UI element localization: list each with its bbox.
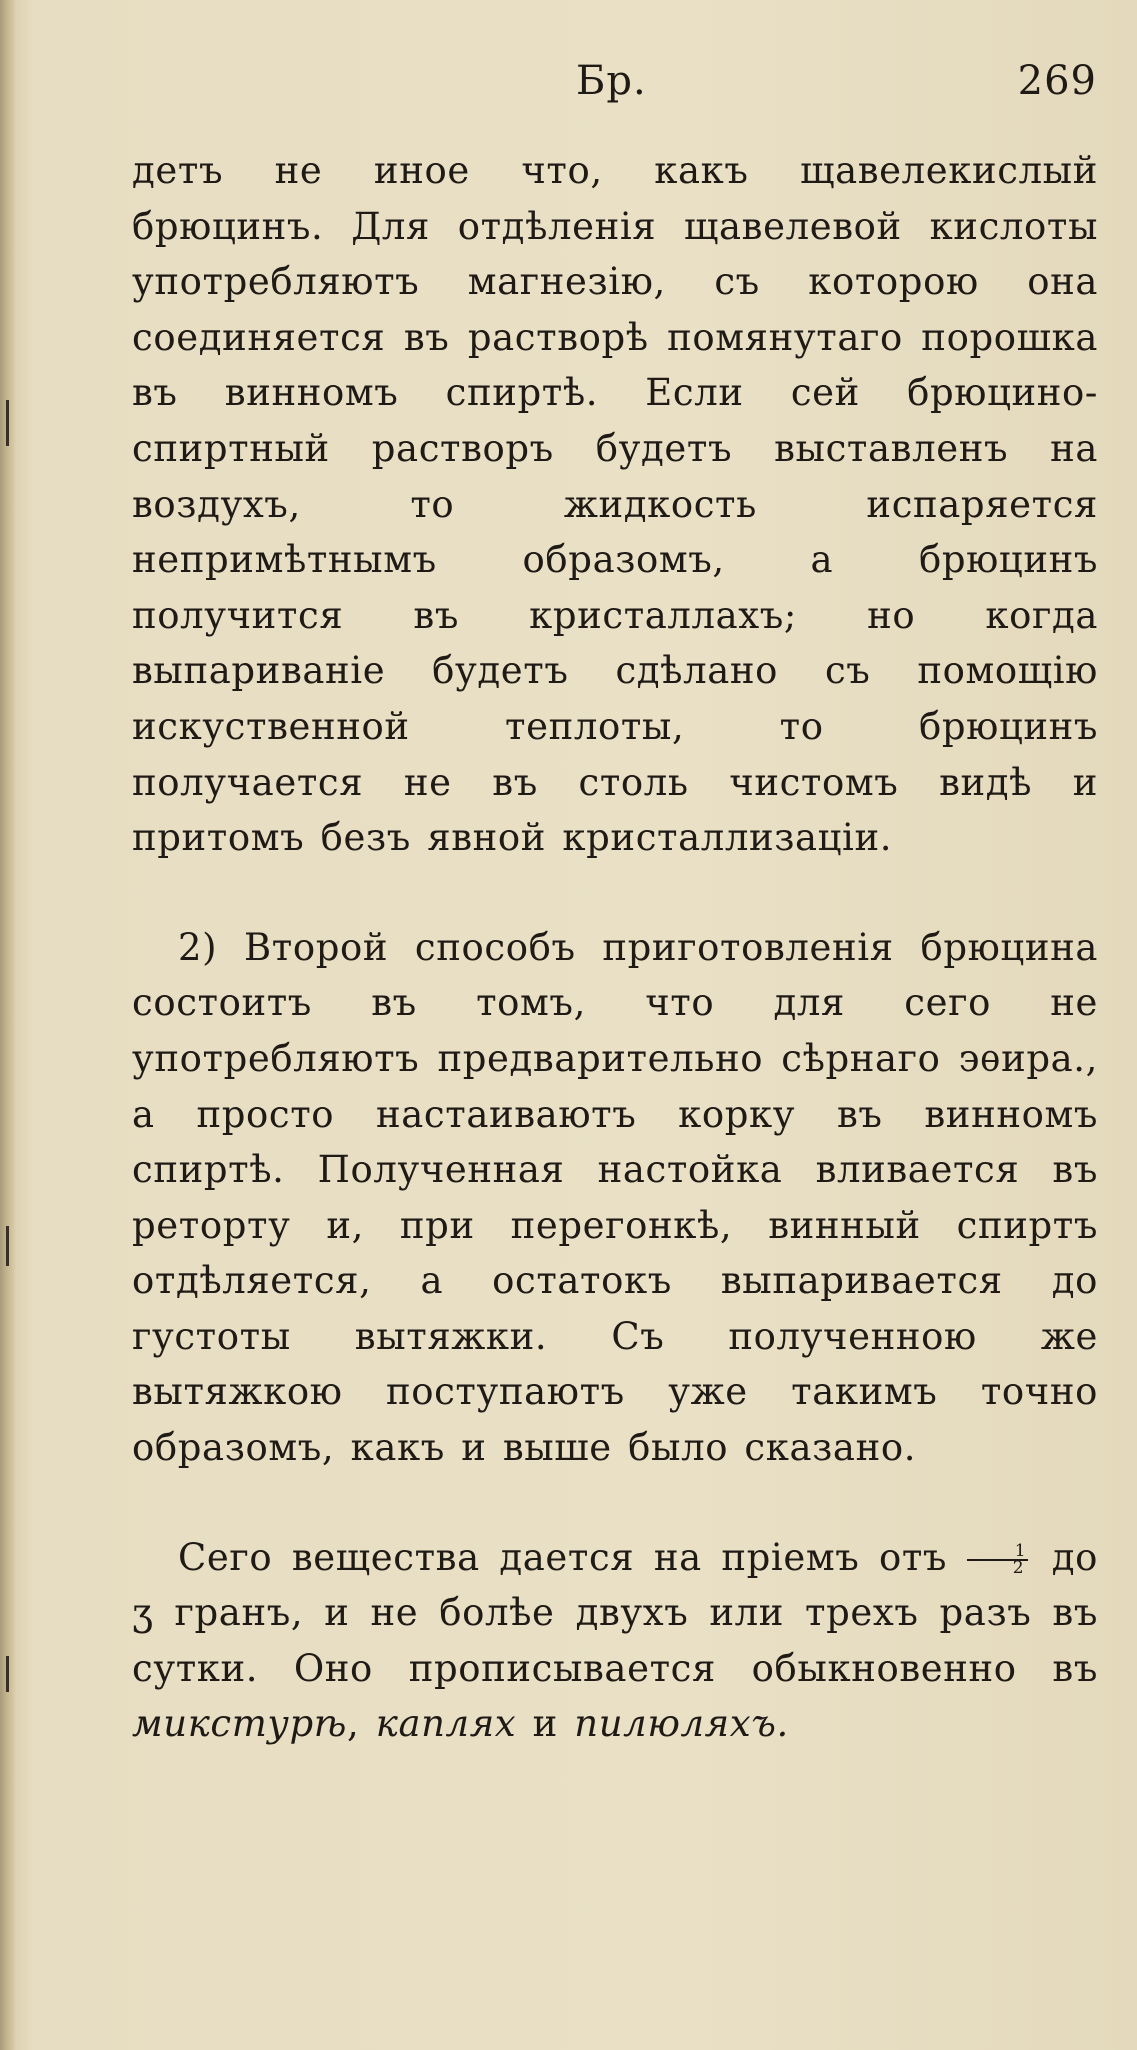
edge-mark <box>6 1656 9 1692</box>
paragraph-1: детъ не иное что, какъ щавелекислый брюцинъ. Для отдѣленія щавелевой кислоты употребляютъ магнезію, съ которою она соединяется въ растворѣ помянутаго порошка въ винномъ спиртѣ. Если сей брюцино-спиртный растворъ будетъ выставленъ на воздухъ, то жидкость испаряется непримѣтнымъ образомъ, а брюцинъ получится въ кристаллахъ; но когда выпариваніе будетъ сдѣлано съ помощію искуственной теплоты, то брюцинъ получается не въ столь чистомъ видѣ и притомъ безъ явной кристаллизаціи. <box>132 149 1098 860</box>
paragraph-2: 2) Второй способъ приготовленія брюцина состоитъ въ томъ, что для сего не употребляютъ предварительно сѣрнаго эѳира., а просто настаиваютъ корку въ винномъ спиртѣ. Полученная настойка вливается въ реторту и, при перегонкѣ, винный спиртъ отдѣляется, а остатокъ выпаривается до густоты вытяжки. Съ полученною же вытяжкою поступаютъ уже такимъ точно образомъ, какъ и выше было сказано. <box>132 925 1098 1470</box>
paragraph-3 <box>132 1530 1098 1752</box>
page-binding-edge <box>0 0 16 2050</box>
separator-comma: , <box>347 1702 360 1746</box>
fraction-numerator: 1 <box>967 1544 1028 1561</box>
body-text <box>132 143 1098 1752</box>
italic-term-pills: пилюляхъ. <box>574 1702 789 1746</box>
page-number: 269 <box>1017 58 1097 104</box>
fraction-denominator: 2 <box>1012 1558 1025 1579</box>
italic-term-drops: каплях <box>375 1702 517 1746</box>
edge-mark <box>6 1226 9 1266</box>
edge-mark <box>6 400 9 446</box>
running-head: Бр. <box>576 58 647 104</box>
dosage-text: Сего вещества дается на пріемъ отъ <box>178 1535 948 1579</box>
italic-term-mixture: микстурѣ <box>132 1702 348 1746</box>
conjunction: и <box>532 1702 558 1746</box>
page-header <box>0 58 1137 118</box>
dosage-text-continued: до ʒ гранъ, и не болѣе двухъ или трехъ разъ въ сутки. Оно прописывается обыкновенно въ <box>132 1535 1098 1690</box>
fraction-one-half <box>967 1541 1028 1579</box>
